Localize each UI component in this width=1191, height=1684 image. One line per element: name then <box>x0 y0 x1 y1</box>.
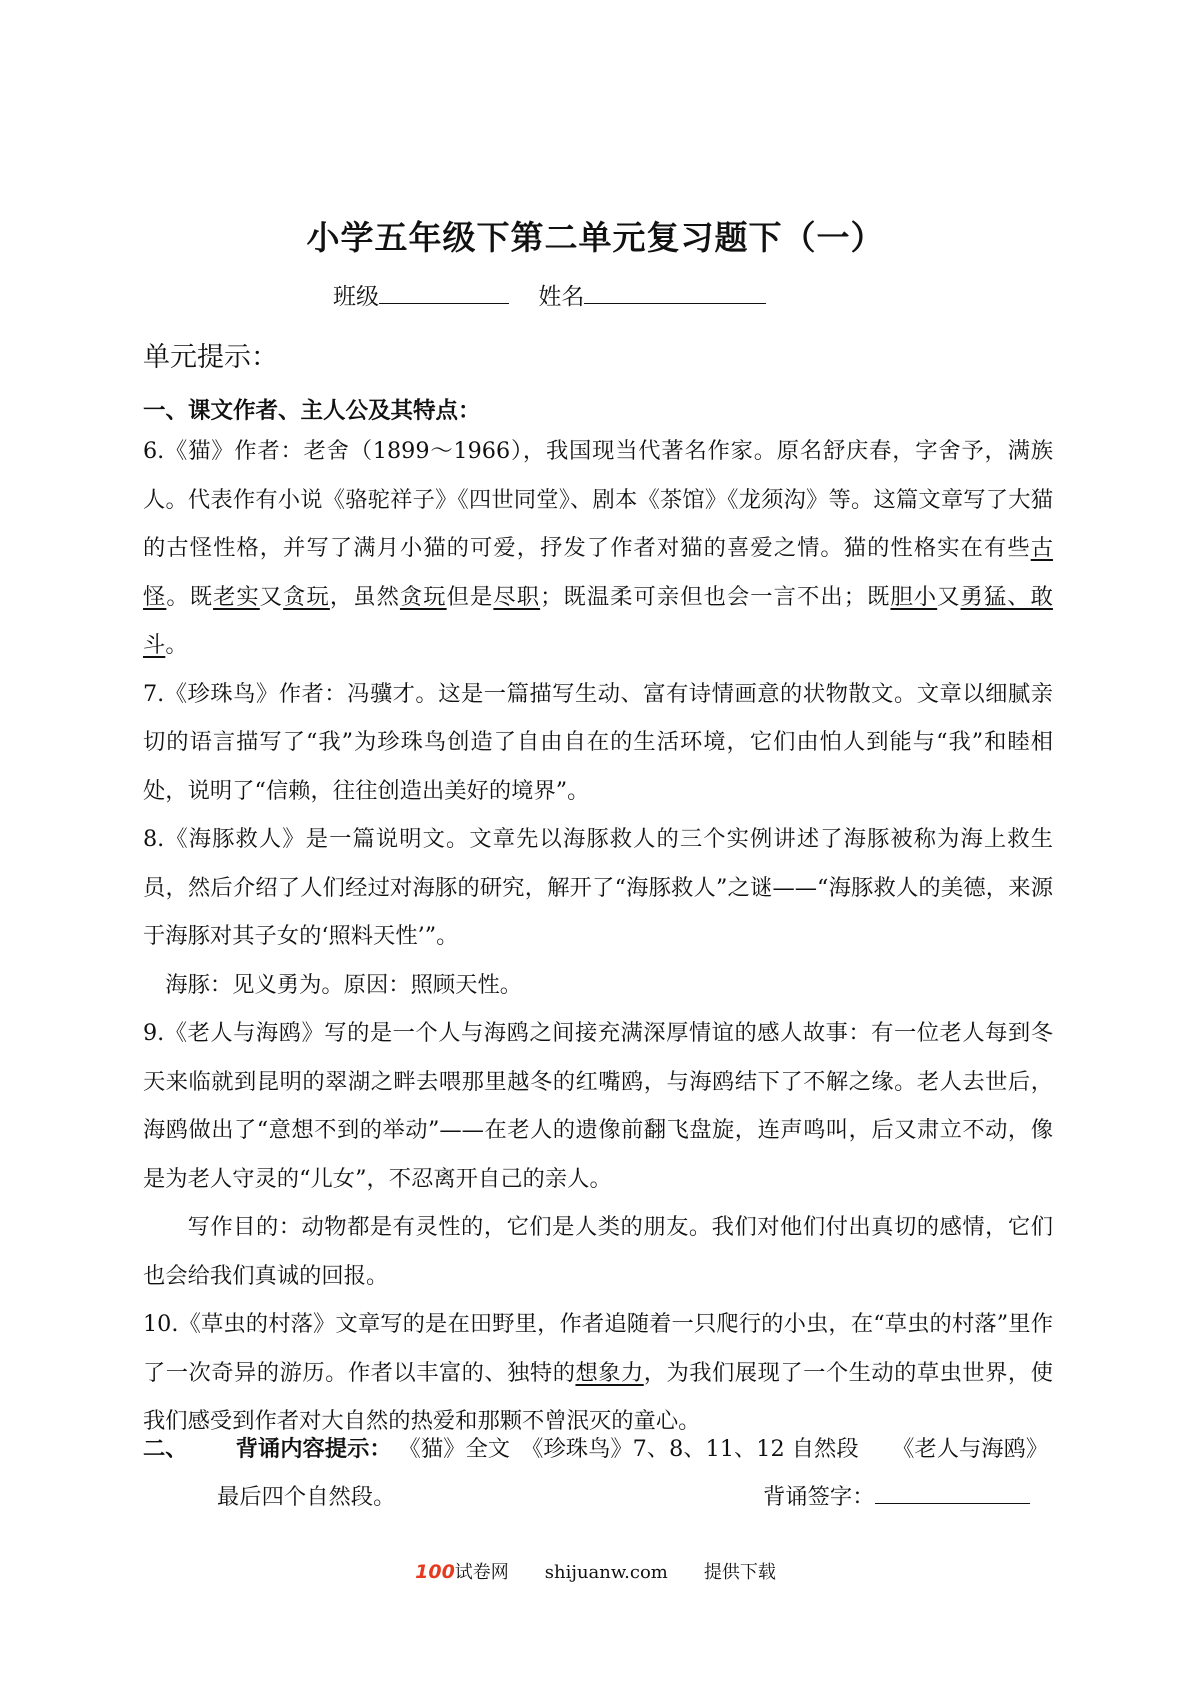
p6-underline: 贪玩 <box>283 583 330 610</box>
section2-label: 背诵内容提示： <box>235 1436 392 1462</box>
p6-text: ，虽然 <box>329 583 400 610</box>
name-label: 姓名 <box>538 284 585 310</box>
class-label: 班级 <box>333 284 379 310</box>
paragraph-10 <box>143 1300 1053 1446</box>
p6-underline: 贪玩 <box>399 583 447 610</box>
section2-line1 <box>143 1425 1053 1473</box>
section1-body <box>143 427 1053 1446</box>
page-title: 小学五年级下第二单元复习题下（一） <box>306 218 885 257</box>
paragraph-7: 7.《珍珠鸟》作者：冯骥才。这是一篇描写生动、富有诗情画意的状物散文。文章以细腻亲切的语言描写了“我”为珍珠鸟创造了自由自在的生活环境，它们由怕人到能与“我”和睦相处，说明了“信赖，往往创造出美好的境界”。 <box>143 680 1053 804</box>
site-name: 试卷网 <box>454 1562 509 1583</box>
paragraph-8-note: 海豚：见义勇为。原因：照顾天性。 <box>165 971 523 998</box>
p10-text: ，为我们展现了一个生动的草虫世界，使我们感受到作者对大自然的热爱和那颗不曾泯灭的童心。 <box>143 1359 1053 1434</box>
p6-text: 但是 <box>446 583 494 610</box>
footer <box>0 1558 1191 1584</box>
recite-signature <box>763 1473 1030 1521</box>
signature-label: 背诵签字： <box>763 1484 875 1510</box>
unit-hint-heading: 单元提示： <box>143 342 278 373</box>
paragraph-6 <box>143 427 1053 670</box>
p6-underline: 老实 <box>213 583 260 610</box>
section1-heading: 一、课文作者、主人公及其特点： <box>143 398 481 424</box>
p6-underline: 胆小 <box>890 583 938 610</box>
p6-text: 6.《猫》作者：老舍（1899～1966），我国现当代著名作家。原名舒庆春，字舍予，满族人。代表作有小说《骆驼祥子》《四世同堂》、剧本《茶馆》《龙须沟》等。这篇文章写了大猫的古怪性格，并写了满月小猫的可爱，抒发了作者对猫的喜爱之情。猫的性格实在有些 <box>143 438 1053 561</box>
p10-text: 10.《草虫的村落》文章写的是在田野里，作者追随着一只爬行的小虫，在“草虫的村落”里作了一次奇异的游历。作者以丰富的、独特的 <box>143 1311 1053 1386</box>
recite-content: 《猫》全文 《珍珠鸟》7、8、11、12 自然段 《老人与海鸥》 <box>409 1436 1049 1462</box>
p6-text: 。既 <box>166 583 214 610</box>
p10-underline: 想象力 <box>575 1359 644 1386</box>
site-logo: 100 <box>415 1561 455 1583</box>
p6-underline: 古怪 <box>143 535 1053 610</box>
p6-text: 又 <box>937 583 961 610</box>
signature-blank[interactable] <box>875 1479 1030 1504</box>
p6-text: 又 <box>259 583 284 610</box>
p6-underline: 勇猛、敢斗 <box>143 583 1053 658</box>
section2-line2 <box>143 1473 1053 1521</box>
name-blank[interactable] <box>584 279 766 304</box>
p6-text: ；既温柔可亲但也会一言不出；既 <box>540 583 891 610</box>
footer-note: 提供下载 <box>703 1562 776 1583</box>
recite-content-cont: 最后四个自然段。 <box>217 1484 396 1510</box>
student-info <box>333 278 766 311</box>
site-url[interactable]: shijuanw.com <box>544 1562 668 1583</box>
p6-underline: 尽职 <box>493 583 541 610</box>
p6-text: 。 <box>165 632 188 658</box>
class-blank[interactable] <box>379 279 509 304</box>
paragraph-8: 8.《海豚救人》是一篇说明文。文章先以海豚救人的三个实例讲述了海豚被称为海上救生员，然后介绍了人们经过对海豚的研究，解开了“海豚救人”之谜——“海豚救人的美德，来源于海豚对其子女的‘照料天性’”。 <box>143 826 1053 949</box>
paragraph-9-purpose: 写作目的：动物都是有灵性的，它们是人类的朋友。我们对他们付出真切的感情，它们也会给我们真诚的回报。 <box>143 1214 1053 1289</box>
section2-number: 二、 <box>143 1436 188 1462</box>
section2 <box>143 1425 1053 1521</box>
paragraph-9: 9.《老人与海鸥》写的是一个人与海鸥之间接充满深厚情谊的感人故事：有一位老人每到冬天来临就到昆明的翠湖之畔去喂那里越冬的红嘴鸥，与海鸥结下了不解之缘。老人去世后，海鸥做出了“意想不到的举动”——在老人的遗像前翻飞盘旋，连声鸣叫，后又肃立不动，像是为老人守灵的“儿女”，不忍离开自己的亲人。 <box>143 1020 1053 1192</box>
